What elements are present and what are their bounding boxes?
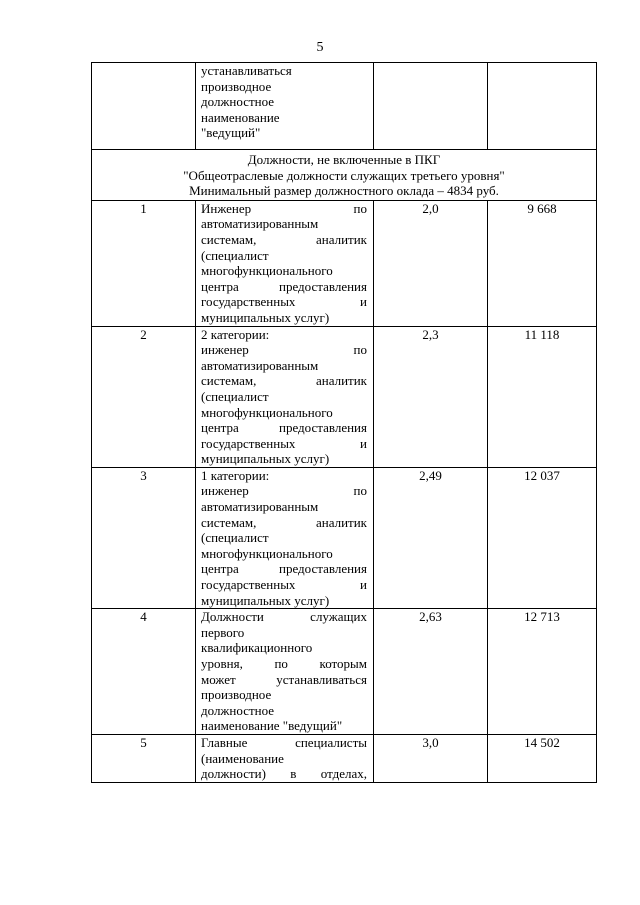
salary-table [91, 62, 597, 783]
page-number: 5 [316, 40, 324, 55]
position-name-line: центра предоставления [201, 420, 367, 436]
row-number: 2 [92, 326, 196, 467]
salary-amount: 9 668 [488, 200, 597, 326]
position-name-line: инженер по [201, 483, 367, 499]
row-number: 3 [92, 467, 196, 608]
continuation-line: "ведущий" [201, 125, 261, 141]
salary-amount: 11 118 [488, 326, 597, 467]
position-name [196, 467, 374, 608]
position-name-line: 2 категории: [201, 326, 270, 342]
salary-coefficient: 2,0 [374, 200, 488, 326]
salary-amount: 12 037 [488, 467, 597, 608]
position-name-line: первого [201, 624, 245, 640]
position-name-line: уровня, по которым [201, 656, 367, 671]
position-name-line: многофункционального [201, 404, 333, 420]
continuation-salary-cell [488, 63, 597, 150]
position-name-line: многофункционального [201, 263, 333, 279]
table-row [92, 467, 597, 608]
position-name-line: муниципальных услуг) [201, 592, 330, 608]
position-name-line: системам, аналитик [201, 231, 367, 247]
position-name [196, 609, 374, 735]
continuation-num-cell [92, 63, 196, 150]
position-name-line: Инженер по [201, 200, 367, 216]
position-name-line: (специалист [201, 530, 269, 546]
continuation-line: должностное [201, 94, 275, 110]
position-name-line: государственных и [201, 577, 367, 593]
section-title: Должности, не включенные в ПКГ [247, 152, 441, 167]
salary-coefficient: 2,49 [374, 467, 488, 608]
position-name-line: муниципальных услуг) [201, 309, 330, 325]
position-name-line: центра предоставления [201, 561, 367, 577]
position-name [196, 200, 374, 326]
section-header-row [92, 150, 597, 201]
position-name-line: (наименование [201, 750, 284, 766]
position-name-line: государственных и [201, 294, 367, 310]
position-name-line: наименование "ведущий" [201, 718, 343, 734]
position-name-line: системам, аналитик [201, 373, 367, 389]
section-header-cell [92, 150, 597, 201]
row-number: 5 [92, 734, 196, 782]
position-name-line: системам, аналитик [201, 514, 367, 530]
position-name-line: автоматизированным [201, 499, 319, 515]
position-name-line: должности) в отделах, [201, 766, 367, 782]
position-name-line: должностное [201, 702, 275, 718]
position-name-line: Главные специалисты [201, 734, 367, 750]
table-row [92, 609, 597, 735]
continuation-row [92, 63, 597, 150]
table-row [92, 200, 597, 326]
position-name-line: 1 категории: [201, 467, 270, 483]
position-name-line: Должности служащих [201, 609, 367, 625]
continuation-text-cell [196, 63, 374, 150]
position-name-line: автоматизированным [201, 357, 319, 373]
position-name-line: производное [201, 687, 272, 703]
salary-coefficient: 2,63 [374, 609, 488, 735]
section-group-name: "Общеотраслевые должности служащих третьего уровня" [183, 167, 505, 183]
position-name [196, 734, 374, 782]
position-name-line: квалификационного [201, 640, 313, 656]
continuation-line: устанавливаться [201, 63, 292, 78]
position-name-line: центра предоставления [201, 278, 367, 294]
position-name-line: многофункционального [201, 545, 333, 561]
salary-coefficient: 3,0 [374, 734, 488, 782]
position-name-line: инженер по [201, 342, 367, 358]
salary-amount: 14 502 [488, 734, 597, 782]
salary-amount: 12 713 [488, 609, 597, 735]
continuation-line: производное [201, 78, 272, 94]
row-number: 4 [92, 609, 196, 735]
continuation-line: наименование [201, 109, 280, 125]
continuation-coef-cell [374, 63, 488, 150]
position-name-line: может устанавливаться [201, 671, 367, 687]
salary-coefficient: 2,3 [374, 326, 488, 467]
position-name [196, 326, 374, 467]
table-row [92, 734, 597, 782]
position-name-line: (специалист [201, 247, 269, 263]
position-rows [92, 200, 597, 782]
position-name-line: (специалист [201, 388, 269, 404]
position-name-line: муниципальных услуг) [201, 451, 330, 467]
table-row [92, 326, 597, 467]
row-number: 1 [92, 200, 196, 326]
section-min-salary: Минимальный размер должностного оклада – 4834 руб. [189, 183, 499, 199]
position-name-line: автоматизированным [201, 216, 319, 232]
position-name-line: государственных и [201, 435, 367, 451]
